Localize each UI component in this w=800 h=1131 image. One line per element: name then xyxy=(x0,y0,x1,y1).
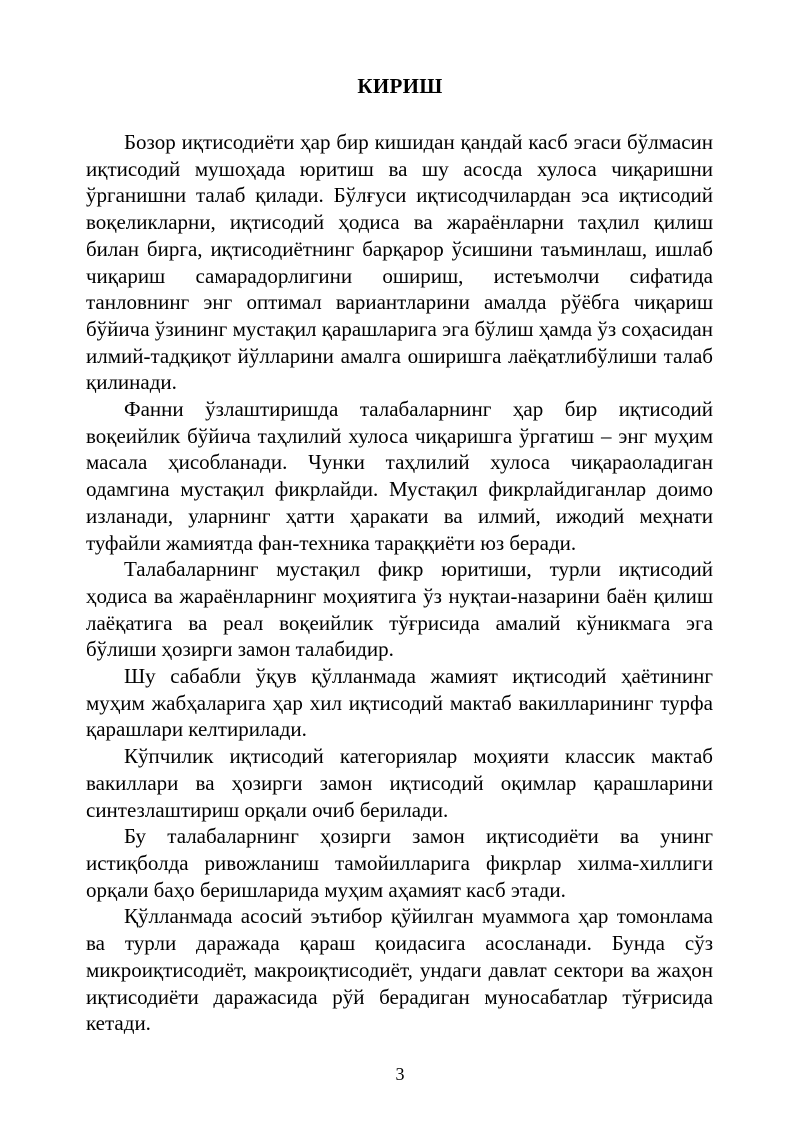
page-number: 3 xyxy=(395,1064,405,1084)
body-text xyxy=(86,129,713,1037)
paragraph-4: Шу сабабли ўқув қўлланмада жамият иқтисодий ҳаётининг муҳим жабҳаларига ҳар хил иқтисодий мактаб вакилларининг турфа қарашлари келтирилади. xyxy=(86,664,713,742)
paragraph-3: Талабаларнинг мустақил фикр юритиши, турли иқтисодий ҳодиса ва жараёнларнинг моҳиятига ўз нуқтаи-назарини баён қилиш лаёқатига ва реал воқеийлик тўғрисида амалий кўникмага эга бўлиши ҳозирги замон талабидир. xyxy=(86,557,713,662)
page-title: КИРИШ xyxy=(357,74,443,98)
paragraph-5: Кўпчилик иқтисодий категориялар моҳияти классик мактаб вакиллари ва ҳозирги замон иқтисодий оқимлар қарашларини синтезлаштириш орқали очиб берилади. xyxy=(86,744,713,822)
paragraph-7: Қўлланмада асосий эътибор қўйилган муаммога ҳар томонлама ва турли даражада қараш қоидасига асосланади. Бунда сўз микроиқтисодиёт, макроиқтисодиёт, ундаги давлат сектори ва жаҳон иқтисодиёти даражасида рўй берадиган муносабатлар тўғрисида кетади. xyxy=(86,904,713,1036)
paragraph-2: Фанни ўзлаштиришда талабаларнинг ҳар бир иқтисодий воқеийлик бўйича таҳлилий хулоса чиқаришга ўргатиш – энг муҳим масала ҳисобланади. Чунки таҳлилий хулоса чиқараоладиган одамгина мустақил фикрлайди. Мустақил фикрлайдиганлар доимо изланади, уларнинг ҳатти ҳаракати ва илмий, ижодий меҳнати туфайли жамиятда фан-техника тараққиёти юз беради. xyxy=(86,397,713,555)
paragraph-6: Бу талабаларнинг ҳозирги замон иқтисодиёти ва унинг истиқболда ривожланиш тамойилларига фикрлар хилма-хиллиги орқали баҳо беришларида муҳим аҳамият касб этади. xyxy=(86,824,713,902)
paragraph-1: Бозор иқтисодиёти ҳар бир кишидан қандай касб эгаси бўлмасин иқтисодий мушоҳада юритиш ва шу асосда хулоса чиқаришни ўрганишни талаб қилади. Бўлғуси иқтисодчилардан эса иқтисодий воқеликларни, иқтисодий ҳодиса ва жараёнларни таҳлил қилиш билан бирга, иқтисодиётнинг барқарор ўсишини таъминлаш, ишлаб чиқариш самарадорлигини ошириш, истеъмолчи сифатида танловнинг энг оптимал вариантларини амалда рўёбга чиқариш бўйича ўзининг мустақил қарашларига эга бўлиш ҳамда ўз соҳасидан илмий-тадқиқот йўлларини амалга оширишга лаёқатлибўлиши талаб қилинади. xyxy=(86,130,713,395)
